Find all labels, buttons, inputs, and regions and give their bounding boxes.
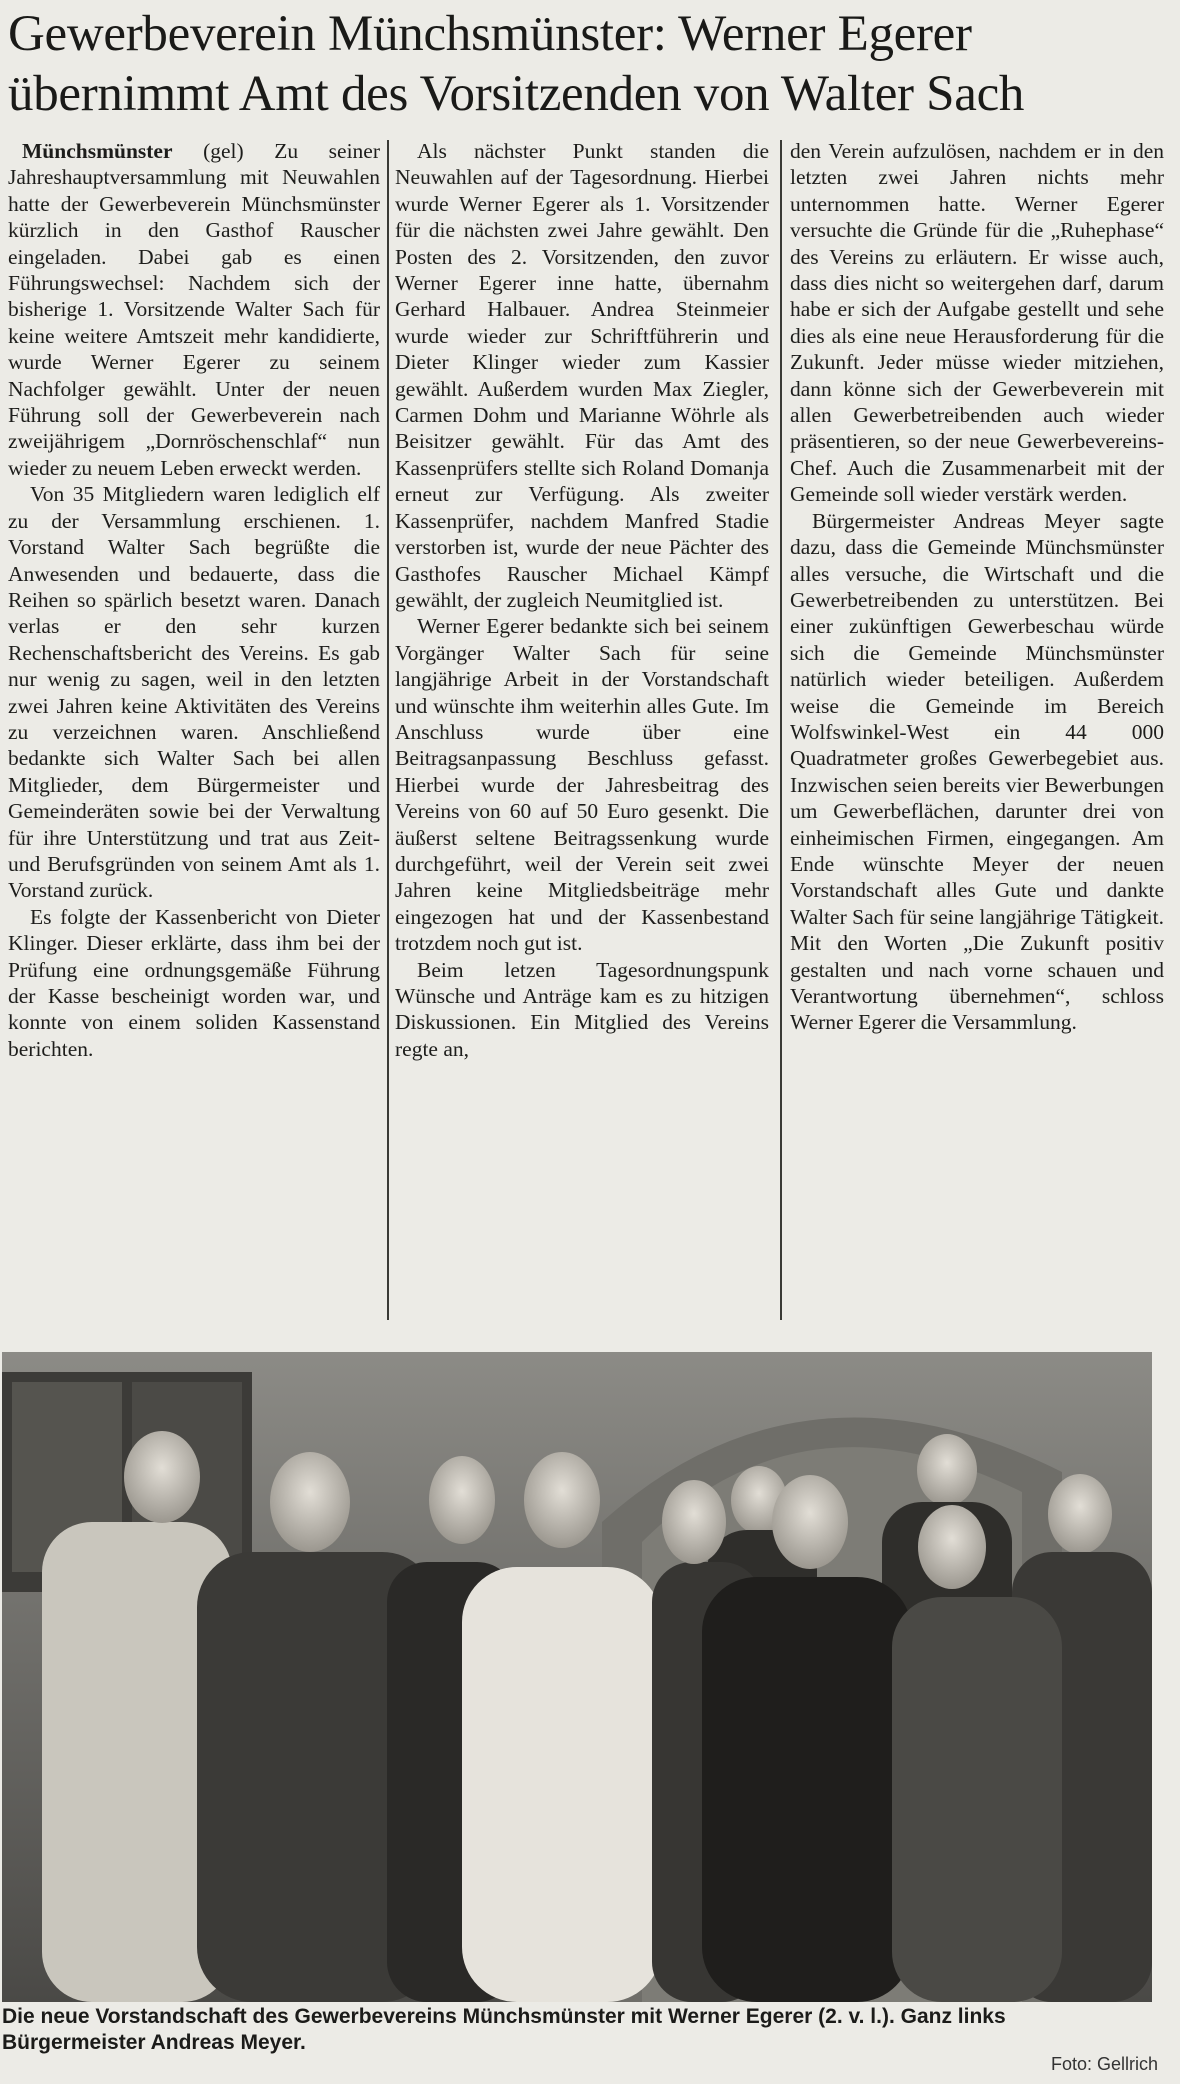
group-photo [2, 1352, 1152, 2002]
caption-line-1: Die neue Vorstandschaft des Gewerbevereins Münchsmünster mit Werner Egerer (2. v. l.). Ganz links [2, 2005, 1006, 2028]
paragraph: den Verein aufzulösen, nachdem er in den letzten zwei Jahren nichts mehr unternommen hatte. Werner Egerer versuchte die Gründe für die „Ruhephase“ des Vereins zu erläutern. Er wisse auch, dass dies nicht so weitergehen darf, darum habe er sich der Aufgabe gestellt und sehe dies als eine neue Herausforderung für die Zukunft. Jeder müsse wieder mitziehen, dann könne sich der Gewerbeverein mit allen Gewerbetreibenden auch wieder präsentieren, so der neue Gewerbevereins-Chef. Auch die Zusammenarbeit mit der Gemeinde soll wieder verstärk werden. [790, 139, 1164, 507]
paragraph: Von 35 Mitgliedern waren lediglich elf zu der Versammlung erschienen. 1. Vorstand Walter Sach begrüßte die Anwesenden und bedauerte, dass die Reihen so spärlich besetzt waren. Danach verlas er den sehr kurzen Rechenschaftsbericht des Vereins. Es gab nur wenig zu sagen, weil in den letzten zwei Jahren keine Aktivitäten des Vereins zu verzeichnen waren. Anschließend bedankte sich Walter Sach bei allen Mitglieder, dem Bürgermeister und Gemeinderäten sowie bei der Verwaltung für ihre Unterstützung und trat aus Zeit- und Berufsgründen von seinem Amt als 1. Vorstand zurück. [8, 482, 380, 903]
paragraph-text: (gel) Zu seiner Jahreshauptversammlung mit Neuwahlen hatte der Gewerbeverein Münchsmünster kürzlich in den Gasthof Rauscher eingeladen. Dabei gab es einen Führungswechsel: Nachdem sich der bisherige 1. Vorsitzende Walter Sach für keine weitere Amtszeit mehr kandidierte, wurde Werner Egerer zu seinem Nachfolger gewählt. Unter der neuen Führung soll der Gewerbeverein nach zweijährigem „Dornröschenschlaf“ nun wieder zu neuem Leben erweckt werden. [8, 139, 380, 480]
caption-line-2: Bürgermeister Andreas Meyer. [2, 2031, 306, 2054]
article-column-3 [790, 138, 1164, 1036]
article-column-2 [395, 138, 769, 1062]
paragraph [8, 138, 380, 481]
article-column-1 [8, 138, 380, 1062]
column-divider [387, 140, 389, 1320]
paragraph: Bürgermeister Andreas Meyer sagte dazu, dass die Gemeinde Münchsmünster alles versuche, die Wirtschaft und die Gewerbetreibenden zu unterstützen. Bei einer zukünftigen Gewerbeschau würde sich die Gemeinde Münchsmünster natürlich wieder beteiligen. Außerdem weise die Gemeinde im Bereich Wolfswinkel-West ein 44 000 Quadratmeter großes Gewerbegebiet aus. Inzwischen seien bereits vier Bewerbungen um Gewerbeflächen, darunter drei von einheimischen Firmen, eingegangen. Am Ende wünschte Meyer der neuen Vorstandschaft alles Gute und dankte Walter Sach für seine langjährige Tätigkeit. Mit den Worten „Die Zukunft positiv gestalten und nach vorne schauen und Verantwortung übernehmen“, schloss Werner Egerer die Versammlung. [790, 508, 1164, 1035]
headline-line-1: Gewerbeverein Münchsmünster: Werner Egerer [8, 6, 972, 62]
column-divider [780, 140, 782, 1320]
paragraph: Es folgte der Kassenbericht von Dieter Klinger. Dieser erklärte, dass ihm bei der Prüfung eine ordnungsgemäße Führung der Kasse bescheinigt worden war, und konnte von einem soliden Kassenstand berichten. [8, 904, 380, 1061]
photo-caption [2, 2004, 1152, 2056]
paragraph: Als nächster Punkt standen die Neuwahlen auf der Tagesordnung. Hierbei wurde Werner Egerer als 1. Vorsitzender für die nächsten zwei Jahre gewählt. Den Posten des 2. Vorsitzenden, den zuvor Werner Egerer inne hatte, übernahm Gerhard Halbauer. Andrea Steinmeier wurde wieder zur Schriftführerin und Dieter Klinger wieder zum Kassier gewählt. Außerdem wurden Max Ziegler, Carmen Dohm und Marianne Wöhrle als Beisitzer gewählt. Für das Amt des Kassenprüfers stellte sich Roland Domanja erneut zur Verfügung. Als zweiter Kassenprüfer, nachdem Manfred Stadie verstorben ist, wurde der neue Pächter des Gasthofes Rauscher Michael Kämpf gewählt, der zugleich Neumitglied ist. [395, 139, 769, 612]
paragraph: Werner Egerer bedankte sich bei seinem Vorgänger Walter Sach für seine langjährige Arbeit in der Vorstandschaft und wünschte ihm weiterhin alles Gute. Im Anschluss wurde über eine Beitragsanpassung Beschluss gefasst. Hierbei wurde der Jahresbeitrag des Vereins von 60 auf 50 Euro gesenkt. Die äußerst seltene Beitragssenkung wurde durchgeführt, weil der Verein seit zwei Jahren keine Mitgliedsbeiträge mehr eingezogen hat und der Kassenbestand trotzdem noch gut ist. [395, 614, 769, 956]
headline-line-2: übernimmt Amt des Vorsitzenden von Walter Sach [8, 66, 1025, 122]
paragraph: Beim letzen Tagesordnungspunk Wünsche und Anträge kam es zu hitzigen Diskussionen. Ein Mitglied des Vereins regte an, [395, 957, 769, 1061]
headline [8, 4, 1168, 124]
article-body [0, 130, 1180, 1335]
photo-credit: Foto: Gellrich [1050, 2054, 1158, 2074]
dateline: Münchsmünster [22, 139, 173, 163]
